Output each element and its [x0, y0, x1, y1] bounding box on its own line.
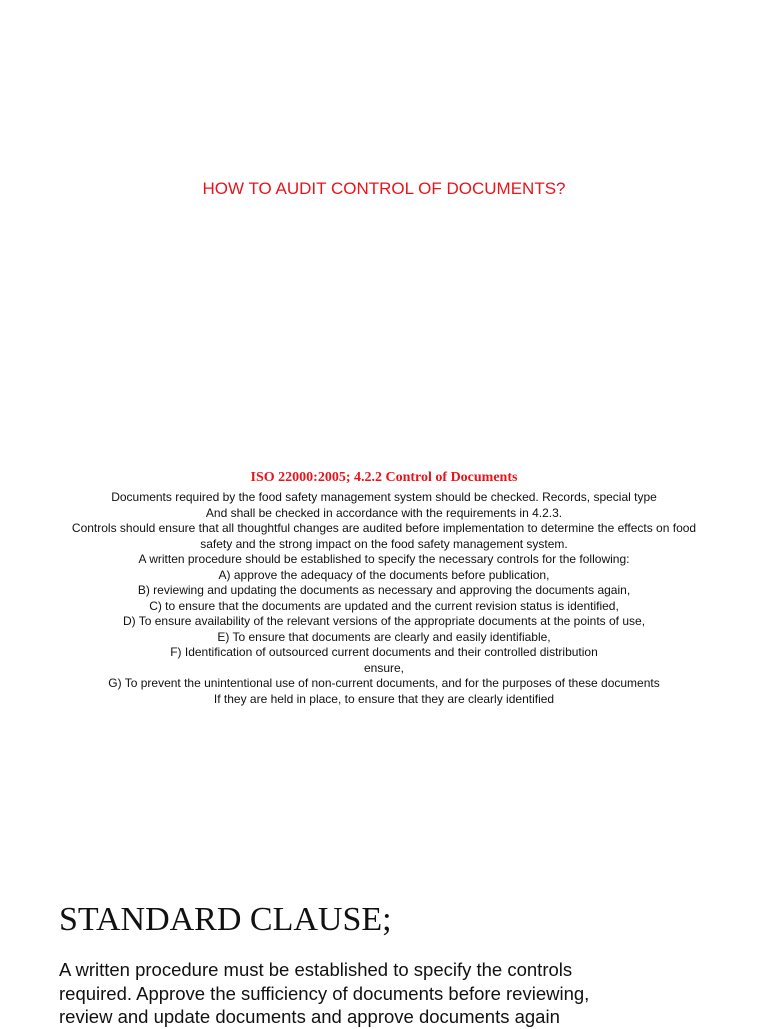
page-title: HOW TO AUDIT CONTROL OF DOCUMENTS?: [202, 179, 566, 198]
clause-item-a: A) approve the adequacy of the documents before publication,: [218, 567, 550, 582]
standard-clause-body: [59, 958, 749, 1029]
clause-item-b: B) reviewing and updating the documents as necessary and approving the documents again,: [137, 583, 631, 597]
clause-section: [20, 468, 748, 707]
clause-item-g-continued: If they are held in place, to ensure that they are clearly identified: [213, 691, 555, 706]
clause-line: And shall be checked in accordance with the requirements in 4.2.3.: [205, 505, 563, 520]
clause-line: A written procedure should be established to specify the necessary controls for the following:: [138, 552, 630, 566]
standard-clause-heading: STANDARD CLAUSE;: [59, 901, 392, 938]
standard-line: A written procedure must be established to specify the controls: [59, 959, 573, 980]
standard-line: review and update documents and approve documents again: [59, 1006, 560, 1027]
clause-item-g: G) To prevent the unintentional use of non-current documents, and for the purposes of these documents: [108, 676, 660, 690]
clause-item-d: D) To ensure availability of the relevant versions of the appropriate documents at the points of use,: [122, 614, 646, 628]
clause-line: safety and the strong impact on the food safety management system.: [200, 536, 568, 551]
clause-heading: ISO 22000:2005; 4.2.2 Control of Documents: [250, 470, 518, 485]
clause-item-f-continued: ensure,: [363, 660, 405, 675]
clause-body: [20, 490, 748, 707]
clause-item-e: E) To ensure that documents are clearly and easily identifiable,: [217, 629, 551, 644]
clause-line: Controls should ensure that all thoughtful changes are audited before implementation to determine the effects on food: [71, 521, 697, 535]
clause-item-f: F) Identification of outsourced current documents and their controlled distribution: [170, 645, 598, 659]
clause-line: Documents required by the food safety management system should be checked. Records, special type: [111, 490, 657, 504]
standard-line: required. Approve the sufficiency of documents before reviewing,: [59, 982, 590, 1004]
clause-item-c: C) to ensure that the documents are updated and the current revision status is identified,: [149, 598, 619, 613]
